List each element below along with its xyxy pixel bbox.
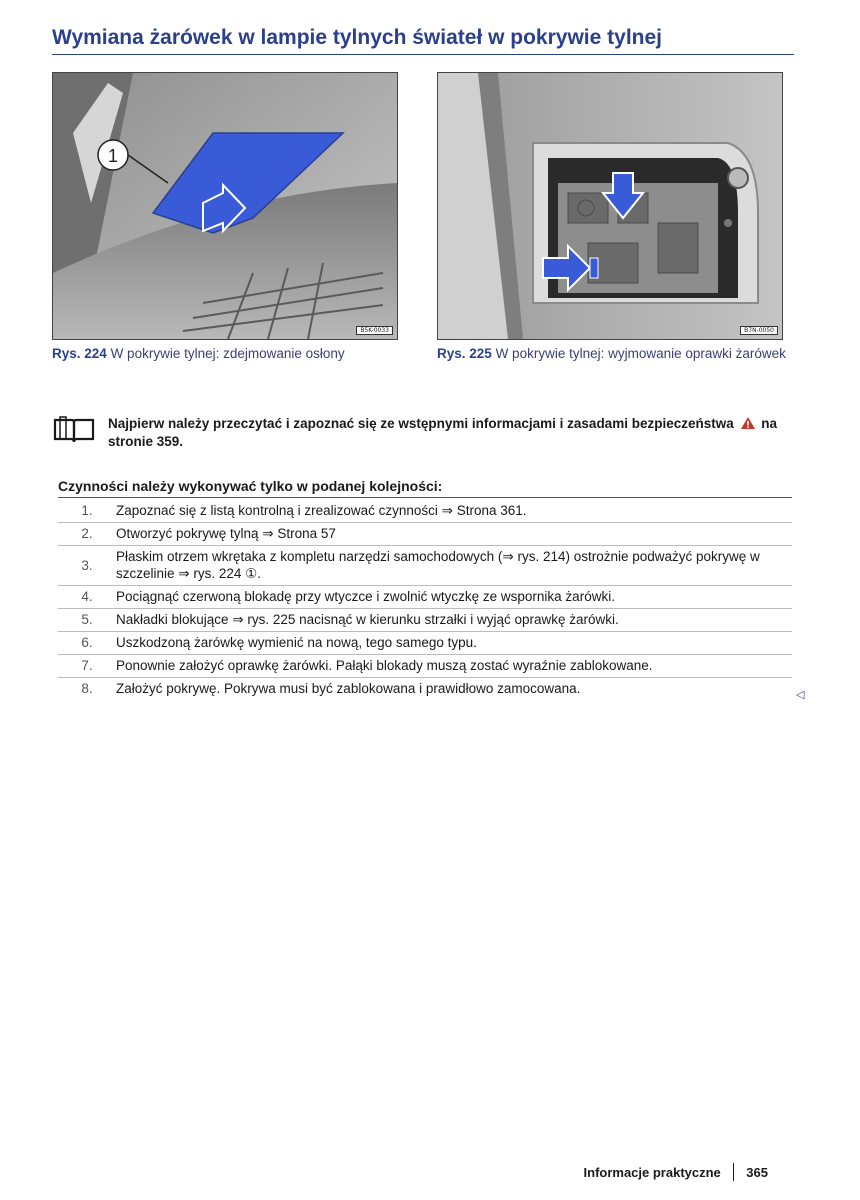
step-text: Ponownie założyć oprawkę żarówki. Pałąki blokady muszą zostać wyraźnie zablokowane.	[116, 658, 653, 673]
figure-bulb-holder-removal	[437, 72, 783, 340]
step-number: 4.	[81, 589, 93, 604]
step-text: Założyć pokrywę. Pokrywa musi być zablokowana i prawidłowo zamocowana.	[116, 681, 581, 696]
page-number: 365	[746, 1164, 768, 1180]
step-row	[58, 609, 792, 632]
step-row	[58, 586, 792, 609]
footer-divider	[733, 1163, 735, 1181]
book-icon	[52, 415, 96, 445]
step-number: 5.	[81, 612, 93, 627]
step-text: Zapoznać się z listą kontrolną i zrealizować czynności ⇒ Strona 361.	[116, 503, 527, 518]
step-row	[58, 500, 792, 523]
step-text: Uszkodzoną żarówkę wymienić na nową, tego samego typu.	[116, 635, 477, 650]
step-text: Nakładki blokujące ⇒ rys. 225 nacisnąć w kierunku strzałki i wyjąć oprawkę żarówki.	[116, 612, 619, 627]
figure-code: B5K-0033	[356, 326, 393, 335]
figure-caption	[437, 345, 787, 362]
step-text: Płaskim otrzem wkrętaka z kompletu narzędzi samochodowych (⇒ rys. 214) ostrożnie podważyć pokrywę w szczelinie ⇒ rys. 224 ①.	[116, 549, 760, 581]
caption-label: Rys. 225	[437, 346, 492, 361]
page-footer	[584, 1163, 768, 1181]
steps-list	[58, 500, 792, 700]
callout-number: 1	[107, 146, 119, 166]
step-number: 1.	[81, 503, 93, 518]
step-row	[58, 655, 792, 678]
step-text: Pociągnąć czerwoną blokadę przy wtyczce i zwolnić wtyczkę ze wspornika żarówki.	[116, 589, 615, 604]
step-text: Otworzyć pokrywę tylną ⇒ Strona 57	[116, 526, 336, 541]
steps-heading: Czynności należy wykonywać tylko w podanej kolejności:	[58, 478, 792, 498]
caption-text: W pokrywie tylnej: wyjmowanie oprawki żarówek	[495, 346, 786, 361]
step-row	[58, 546, 792, 586]
step-row	[58, 523, 792, 546]
figure-code: B7N-0050	[740, 326, 778, 335]
step-number: 3.	[81, 557, 93, 573]
figure-caption	[52, 345, 402, 362]
step-number: 8.	[81, 681, 93, 696]
step-number: 2.	[81, 526, 93, 541]
section-end-icon: ◁	[796, 689, 805, 701]
note-text: Najpierw należy przeczytać i zapoznać się ze wstępnymi informacjami i zasadami bezpieczeństwa na stronie 359.	[108, 416, 778, 449]
footer-section: Informacje praktyczne	[583, 1164, 721, 1180]
page-title: Wymiana żarówek w lampie tylnych świateł w pokrywie tylnej	[52, 26, 794, 55]
warning-triangle-icon	[740, 416, 756, 430]
step-row	[58, 632, 792, 655]
step-number: 6.	[81, 635, 93, 650]
caption-text: W pokrywie tylnej: zdejmowanie osłony	[110, 346, 345, 361]
figure-illustration	[438, 73, 782, 339]
step-number: 7.	[81, 658, 93, 673]
step-row	[58, 678, 792, 700]
figure-illustration	[53, 73, 397, 339]
figure-cover-removal	[52, 72, 398, 340]
caption-label: Rys. 224	[52, 346, 107, 361]
